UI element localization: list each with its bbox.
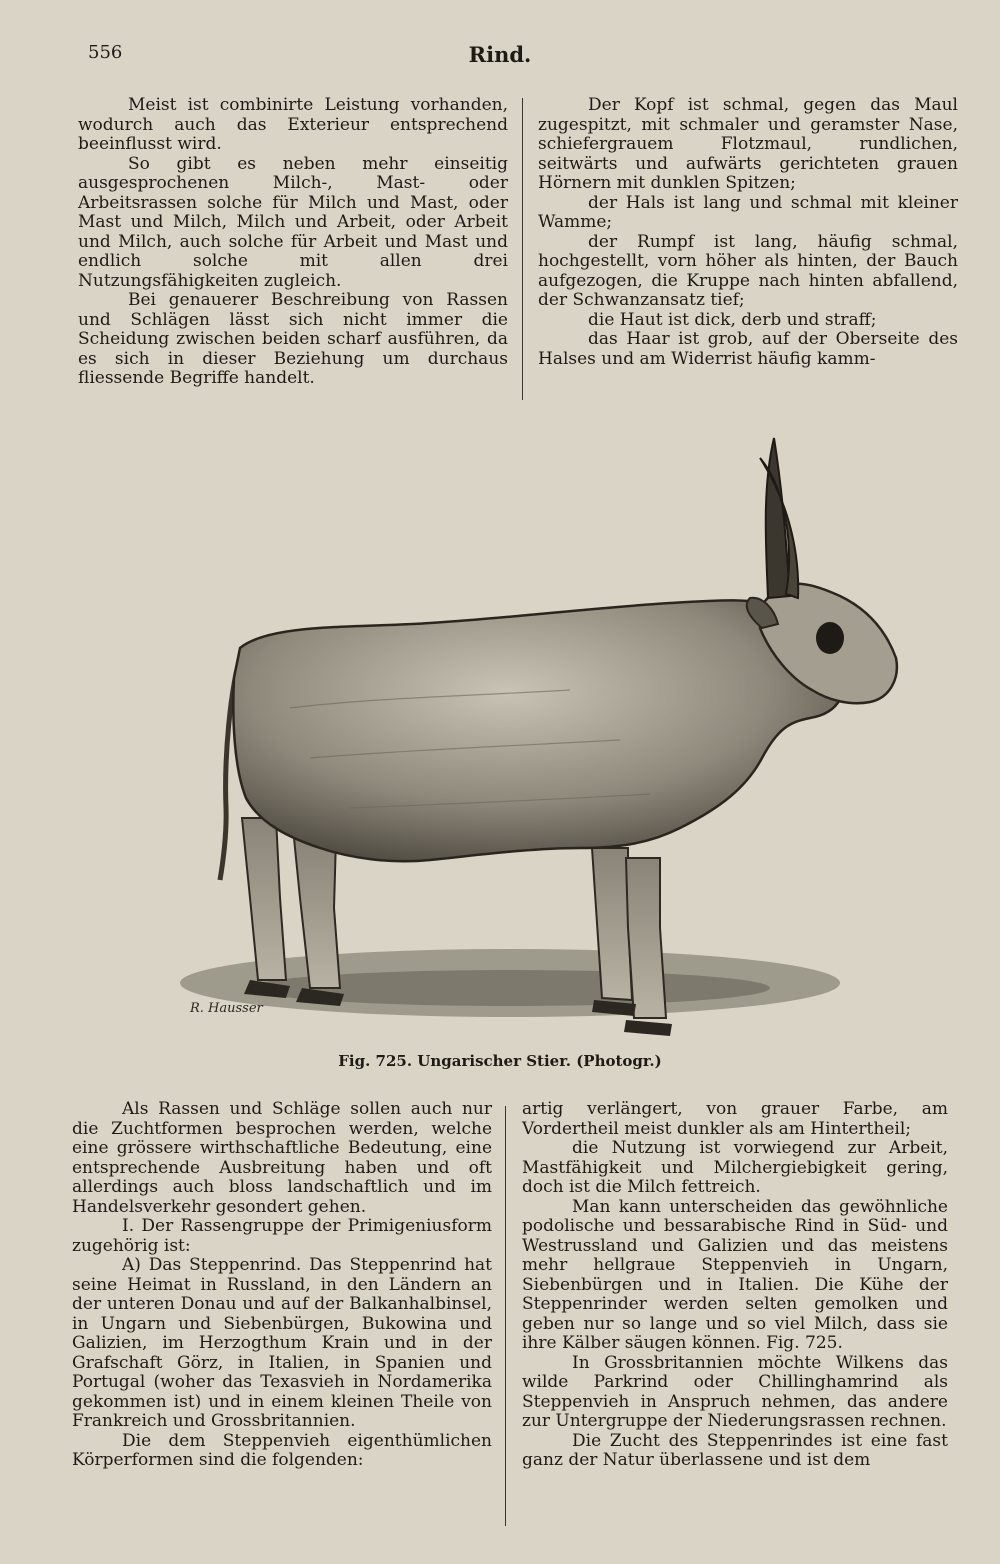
paragraph: Der Kopf ist schmal, gegen das Maul zugespitzt, mit schmaler und geramster Nase, schiefergrauem Flotzmaul, rundlichen, seitwärts und aufwärts gerichteten grauen Hörnern mit dunklen Spitzen; (538, 95, 958, 193)
paragraph: Die dem Steppenvieh eigenthümlichen Körperformen sind die folgenden: (72, 1430, 492, 1470)
bull-body (233, 600, 843, 861)
bull-illustration (150, 428, 930, 1036)
column-top-left (78, 96, 508, 389)
paragraph: In Grossbritannien möchte Wilkens das wilde Parkrind oder Chillinghamrind als Steppenvieh in Anspruch nehmen, das andere zur Untergruppe der Niederungsrassen rechnen. (522, 1352, 948, 1431)
column-divider (522, 98, 523, 400)
page-number: 556 (88, 42, 123, 63)
column-divider (505, 1106, 506, 1526)
figure-caption: Fig. 725. Ungarischer Stier. (Photogr.) (338, 1052, 662, 1070)
column-bottom-left (72, 1100, 492, 1471)
column-bottom-right (522, 1100, 948, 1471)
paragraph: A) Das Steppenrind. Das Steppenrind hat seine Heimat in Russland, in den Ländern an der unteren Donau und auf der Balkanhalbinsel, in Ungarn und Siebenbürgen, Bukowina und Galizien, im Herzogthum Krain und in der Grafschaft Görz, in Italien, in Spanien und Portugal (woher das Texasvieh in Nordamerika gekommen ist) und in einem kleinen Theile von Frankreich und Grossbritannien. (72, 1255, 492, 1431)
paragraph: die Nutzung ist vorwiegend zur Arbeit, Mastfähigkeit und Milchergiebigkeit gering, doch ist die Milch fettreich. (522, 1138, 948, 1197)
paragraph: das Haar ist grob, auf der Oberseite des Halses und am Widerrist häufig kamm- (538, 329, 958, 369)
column-top-right (538, 96, 958, 369)
paragraph: Bei genauerer Beschreibung von Rassen und Schlägen lässt sich nicht immer die Scheidung zwischen beiden scharf ausführen, da es sich in dieser Beziehung um durchaus fliessende Begriffe handelt. (78, 290, 508, 388)
paragraph: der Rumpf ist lang, häufig schmal, hochgestellt, vorn höher als hinten, der Bauch aufgezogen, die Kruppe nach hinten abfallend, der Schwanzansatz tief; (538, 231, 958, 310)
running-head: Rind. (468, 42, 532, 67)
bull-eye (816, 622, 844, 654)
paragraph: Man kann unterscheiden das gewöhnliche podolische und bessarabische Rind in Süd- und Westrussland und Galizien und das meistens mehr hellgraue Steppenvieh in Ungarn, Siebenbürgen und in Italien. Die Kühe der Steppenrinder werden selten gemolken und geben nur so lange und so viel Milch, dass sie ihre Kälber säugen können. Fig. 725. (522, 1196, 948, 1353)
artist-signature: R. Hausser (190, 1001, 263, 1016)
paragraph: die Haut ist dick, derb und straff; (588, 309, 877, 330)
paragraph: Als Rassen und Schläge sollen auch nur die Zuchtformen besprochen werden, welche eine grössere wirthschaftliche Bedeutung, eine entsprechende Ausbreitung haben und oft allerdings auch bloss landschaftlich und im Handelsverkehr gesondert gehen. (72, 1099, 492, 1217)
paragraph: artig verlängert, von grauer Farbe, am Vordertheil meist dunkler als am Hintertheil; (522, 1099, 948, 1139)
paragraph: I. Der Rassengruppe der Primigeniusform zugehörig ist: (72, 1216, 492, 1256)
paragraph: Die Zucht des Steppenrindes ist eine fast ganz der Natur überlassene und ist dem (522, 1430, 948, 1470)
paragraph: Meist ist combinirte Leistung vorhanden, wodurch auch das Exterieur entsprechend beeinflusst wird. (78, 95, 508, 154)
paragraph: So gibt es neben mehr einseitig ausgesprochenen Milch-, Mast- oder Arbeitsrassen solche für Milch und Mast, oder Mast und Milch, Milch und Arbeit, oder Arbeit und Milch, auch solche für Arbeit und Mast und endlich solche mit allen drei Nutzungsfähigkeiten zugleich. (78, 153, 508, 291)
paragraph: der Hals ist lang und schmal mit kleiner Wamme; (538, 192, 958, 232)
